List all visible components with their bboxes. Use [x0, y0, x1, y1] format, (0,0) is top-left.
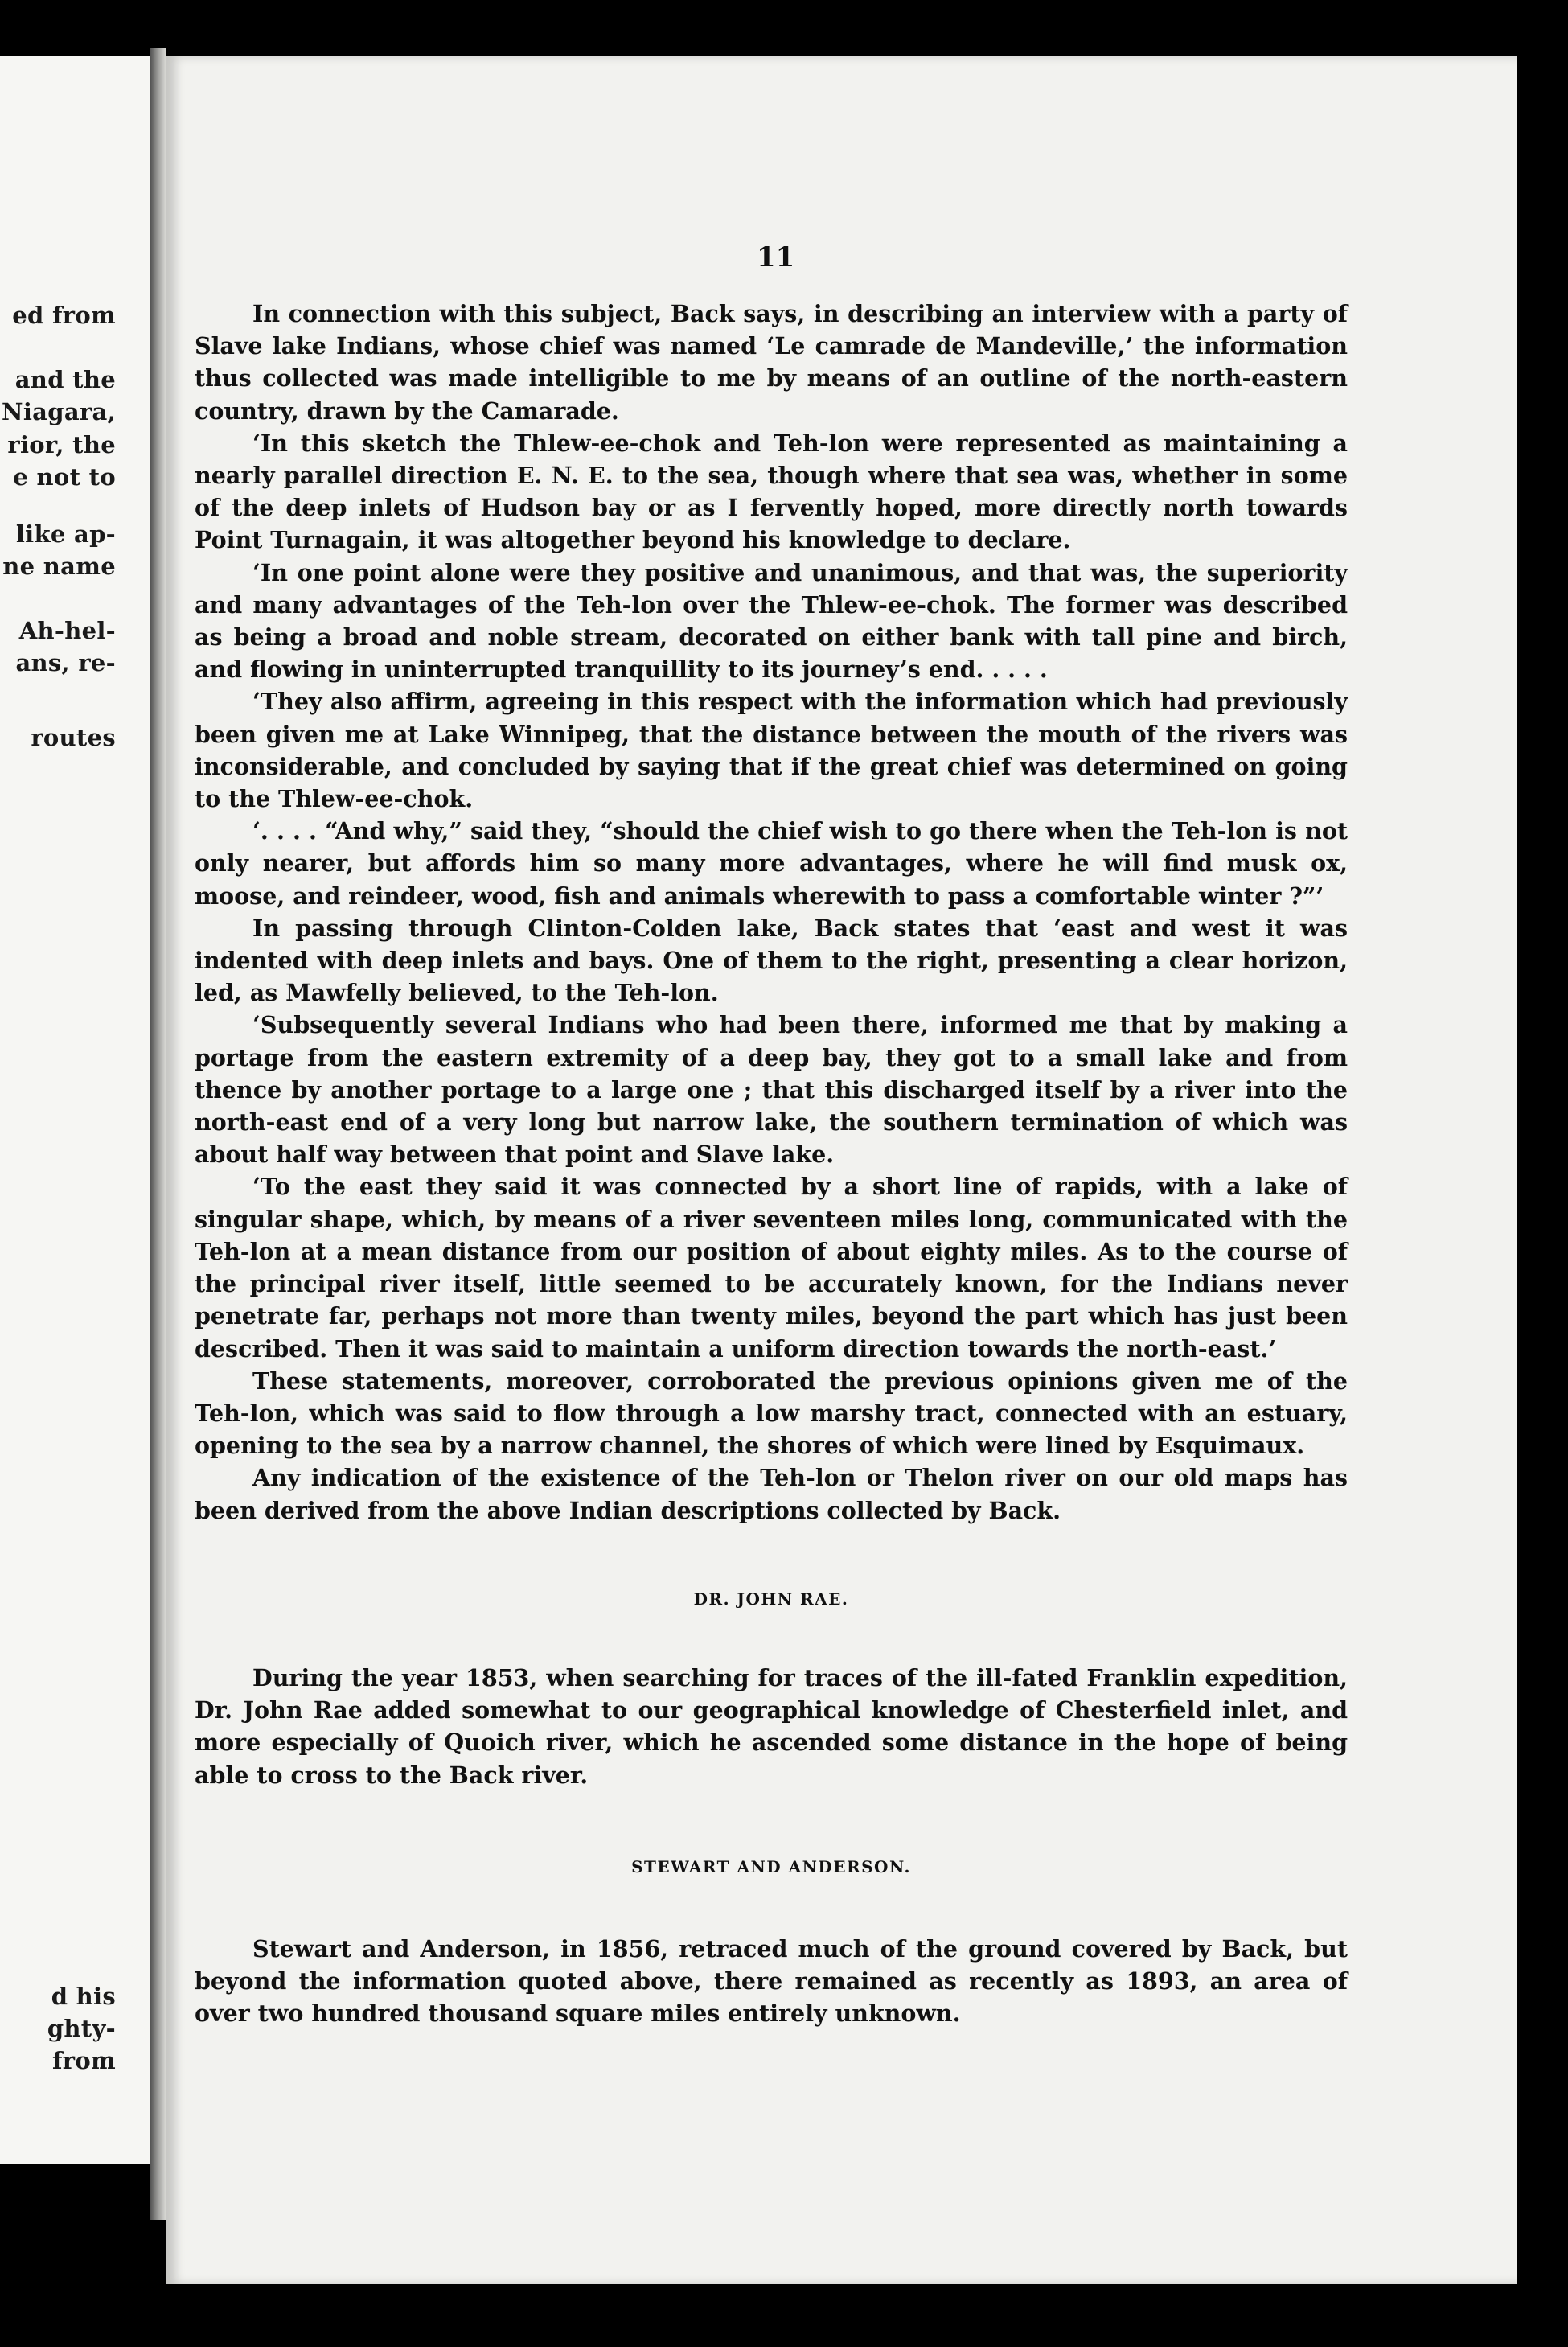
left-fragment: d his	[51, 1983, 116, 2010]
book-gutter	[150, 48, 166, 2220]
left-fragment: Niagara,	[2, 398, 116, 425]
left-fragment: routes	[31, 724, 116, 751]
paragraph-stewart-anderson: Stewart and Anderson, in 1856, retraced much of the ground covered by Back, but beyond the information quoted above, there remained as recently as 1893, an area of over two hundred thousand square miles entirely unknown.	[195, 1934, 1348, 2028]
left-fragment: ne name	[2, 553, 116, 580]
paragraph: In connection with this subject, Back says, in describing an interview with a party of Slave lake Indians, whose chief was named ‘Le camrade de Mandeville,’ the information thus collected was made intelligible to me by means of an outline of the north-eastern country, drawn by the Camarade.	[195, 300, 1348, 425]
left-fragment: ed from	[12, 302, 116, 329]
left-fragment: ans, re-	[15, 649, 116, 676]
section-heading-stewart-anderson: STEWART AND ANDERSON.	[631, 1856, 911, 1876]
left-fragment: like ap-	[15, 520, 116, 548]
left-fragment: e not to	[13, 463, 116, 491]
section-heading-rae: DR. JOHN RAE.	[693, 1589, 849, 1609]
paragraph: These statements, moreover, corroborated the previous opinions given me of the Teh-lon, which was said to flow through a low marshy tract, connected with an estuary, opening to the sea by a narrow channel, the shores of which were lined by Esquimaux.	[195, 1367, 1348, 1460]
document-page	[166, 56, 1517, 2284]
left-fragment: and the	[14, 366, 116, 393]
page-body	[195, 298, 1348, 2030]
left-fragment: ghty-	[47, 2015, 116, 2042]
paragraph: In passing through Clinton-Colden lake, Back states that ‘east and west it was indented with deep inlets and bays. One of them to the right, presenting a clear horizon, led, as Mawfelly believed, to the Teh-lon.	[195, 914, 1348, 1007]
left-fragment: rior, the	[7, 431, 116, 458]
paragraph: ‘They also affirm, agreeing in this respect with the information which had previously been given me at Lake Winnipeg, that the distance between the mouth of the rivers was inconsiderable, and concluded by saying that if the great chief was determined on going to the Thlew-ee-chok.	[195, 688, 1348, 813]
paragraph: ‘. . . . “And why,” said they, “should the chief wish to go there when the Teh-lon is not only nearer, but affords him so many more advantages, where he will find musk ox, moose, and reindeer, wood, fish and animals wherewith to pass a comfortable winter ?”’	[195, 817, 1348, 910]
paragraph: ‘To the east they said it was connected by a short line of rapids, with a lake of singular shape, which, by means of a river seventeen miles long, communicated with the Teh-lon at a mean distance from our position of about eighty miles. As to the course of the principal river itself, little seemed to be accurately known, for the Indians never penetrate far, perhaps not more than twenty miles, beyond the part which has just been described. Then it was said to maintain a uniform direction towards the north-east.’	[195, 1173, 1348, 1363]
paragraph: ‘In this sketch the Thlew-ee-chok and Teh-lon were represented as maintaining a nearly parallel direction E. N. E. to the sea, though where that sea was, whether in some of the deep inlets of Hudson bay or as I fervently hoped, more directly north towards Point Turnagain, it was altogether beyond his knowledge to declare.	[195, 429, 1348, 554]
page-number: 11	[757, 241, 795, 273]
left-fragment: Ah-hel-	[18, 617, 116, 644]
paragraph: ‘In one point alone were they positive and unanimous, and that was, the superiority and many advantages of the Teh-lon over the Thlew-ee-chok. The former was described as being a broad and noble stream, decorated on either bank with tall pine and birch, and flowing in uninterrupted tranquillity to its journey’s end. . . . .	[195, 558, 1348, 684]
paragraph-rae: During the year 1853, when searching for traces of the ill-fated Franklin expedition, Dr. John Rae added somewhat to our geographical knowledge of Chesterfield inlet, and more especially of Quoich river, which he ascended some distance in the hope of being able to cross to the Back river.	[195, 1663, 1348, 1789]
paragraph: ‘Subsequently several Indians who had been there, informed me that by making a portage from the eastern extremity of a deep bay, they got to a small lake and from thence by another portage to a large one ; that this discharged itself by a river into the north-east end of a very long but narrow lake, the southern termination of which was about half way between that point and Slave lake.	[195, 1011, 1348, 1169]
paragraph: Any indication of the existence of the Teh-lon or Thelon river on our old maps has been derived from the above Indian descriptions collected by Back.	[195, 1464, 1348, 1524]
adjacent-page-edge	[0, 56, 150, 2164]
left-fragment: from	[52, 2047, 116, 2074]
